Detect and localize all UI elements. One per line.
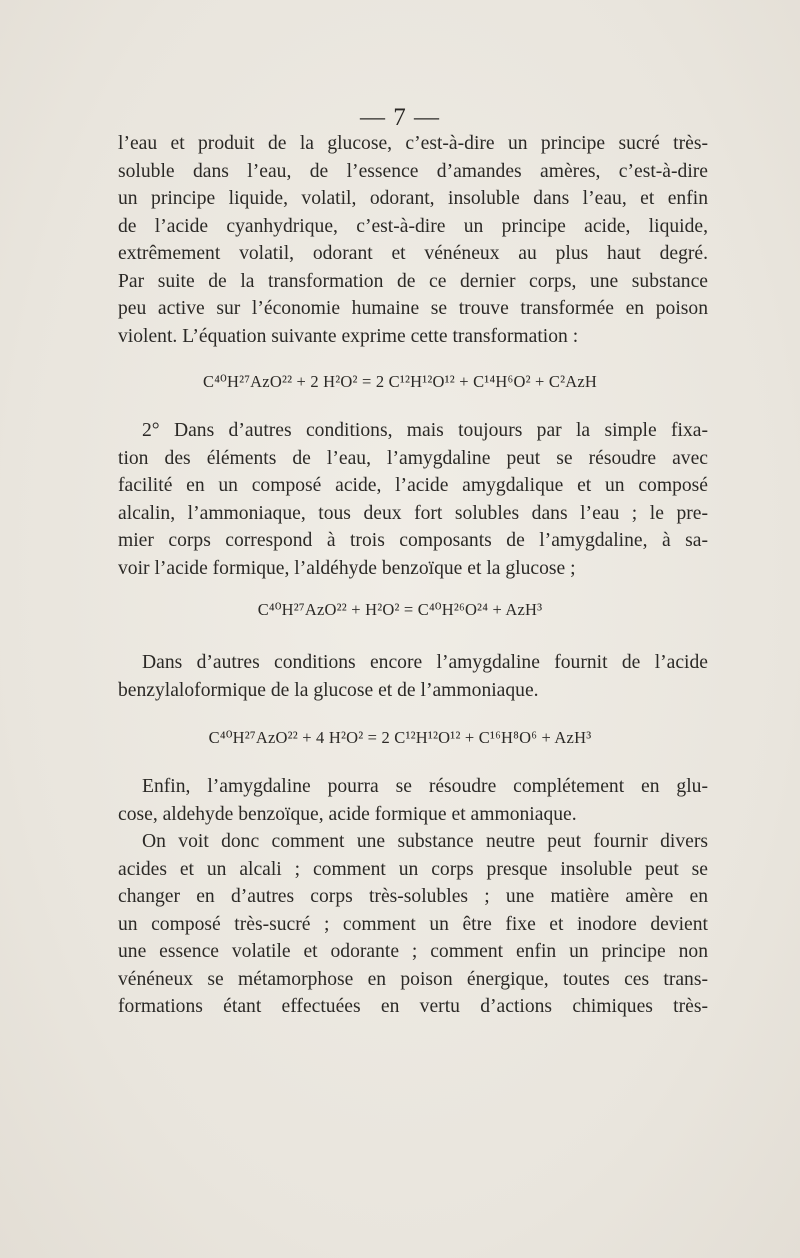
text-line: vénéneux se métamorphose en poison énergique, toutes ces trans- — [118, 968, 708, 990]
text-line: cose, aldehyde benzoïque, acide formique et ammoniaque. — [118, 803, 577, 825]
text-line: Enfin, l’amygdaline pourra se résoudre complétement en glu- — [142, 776, 708, 797]
text-line: violent. L’équation suivante exprime cette transformation : — [118, 325, 579, 347]
text-line: Dans d’autres conditions encore l’amygdaline fournit de l’acide — [142, 652, 708, 673]
text-line: l’eau et produit de la glucose, c’est-à-dire un principe sucré très- — [118, 133, 708, 154]
formula-3: C⁴⁰H²⁷AzO²² + 4 H²O² = 2 C¹²H¹²O¹² + C¹⁶H⁸O⁶ + AzH³ — [208, 728, 592, 747]
page-number: — 7 — — [360, 104, 440, 131]
text-line: peu active sur l’économie humaine se trouve transformée en poison — [118, 298, 708, 319]
paragraph-3 — [118, 649, 708, 704]
text-line: un principe liquide, volatil, odorant, insoluble dans l’eau, et enfin — [118, 188, 708, 209]
text-line: mier corps correspond à trois composants de l’amygdaline, à sa- — [118, 530, 708, 551]
paragraph-1 — [118, 130, 708, 350]
text-line: formations étant effectuées en vertu d’actions chimiques très- — [118, 996, 708, 1017]
paragraph-2 — [118, 417, 708, 582]
text-line: un composé très-sucré ; comment un être fixe et inodore devient — [118, 913, 708, 935]
text-line: benzylaloformique de la glucose et de l’ammoniaque. — [118, 679, 539, 701]
text-line: voir l’acide formique, l’aldéhyde benzoïque et la glucose ; — [118, 557, 576, 579]
paragraph-4 — [118, 773, 708, 1021]
text-line: de l’acide cyanhydrique, c’est-à-dire un principe acide, liquide, — [118, 215, 708, 237]
text-line: facilité en un composé acide, l’acide amygdalique et un composé — [118, 475, 708, 496]
text-line: extrêmement volatil, odorant et vénéneux au plus haut degré. — [118, 243, 708, 264]
text-line: changer en d’autres corps très-solubles ; une matière amère en — [118, 886, 708, 907]
text-line: 2° Dans d’autres conditions, mais toujours par la simple fixa- — [142, 420, 708, 441]
text-line: tion des éléments de l’eau, l’amygdaline peut se résoudre avec — [118, 447, 708, 469]
text-line: alcalin, l’ammoniaque, tous deux fort solubles dans l’eau ; le pre- — [118, 502, 708, 524]
text-line: soluble dans l’eau, de l’essence d’amandes amères, c’est-à-dire — [118, 160, 708, 182]
text-line: Par suite de la transformation de ce dernier corps, une substance — [118, 270, 708, 292]
text-line: On voit donc comment une substance neutre peut fournir divers — [142, 831, 708, 852]
formula-2: C⁴⁰H²⁷AzO²² + H²O² = C⁴⁰H²⁶O²⁴ + AzH³ — [257, 600, 543, 619]
text-line: une essence volatile et odorante ; comment enfin un principe non — [118, 941, 708, 962]
text-line: acides et un alcali ; comment un corps presque insoluble peut se — [118, 858, 708, 880]
formula-1: C⁴⁰H²⁷AzO²² + 2 H²O² = 2 C¹²H¹²O¹² + C¹⁴H⁶O² + C²AzH — [203, 372, 597, 391]
